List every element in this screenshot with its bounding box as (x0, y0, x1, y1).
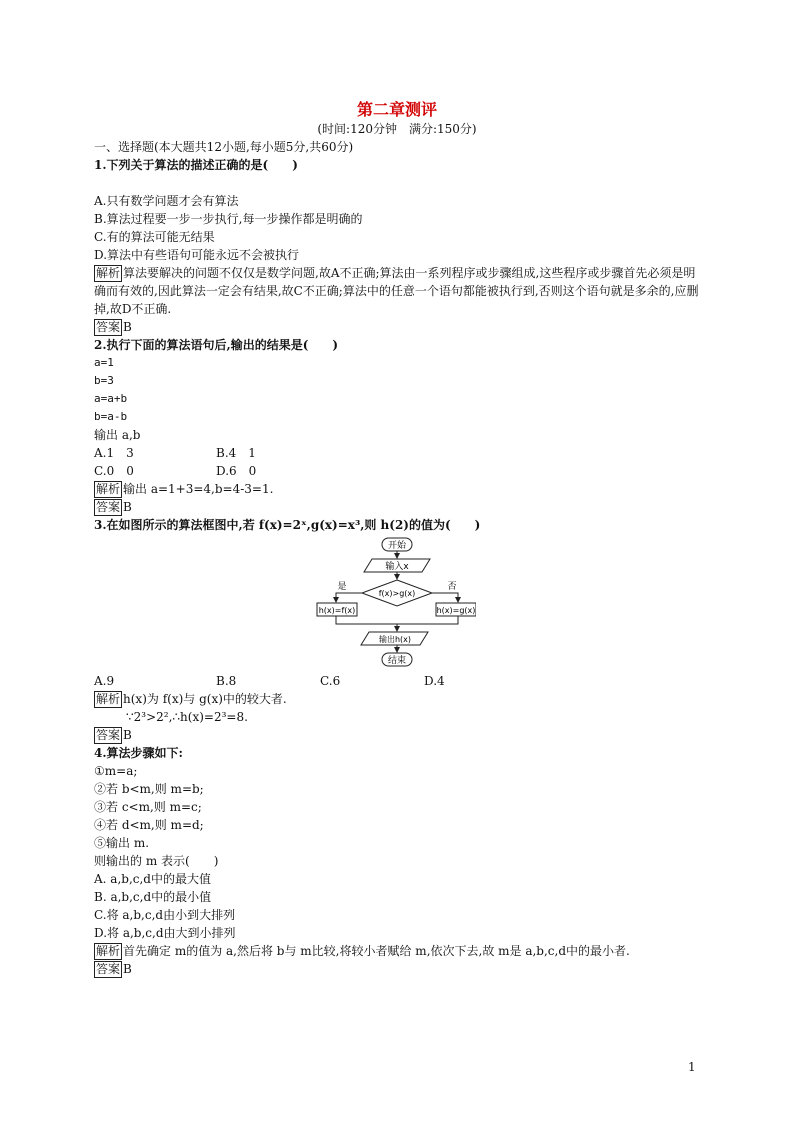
q1-answer (94, 318, 700, 336)
q2-code-line: a=a+b (94, 392, 128, 405)
q2-code-line: 输出 a,b (94, 428, 141, 442)
q3-analysis (94, 690, 700, 708)
analysis-tag: 解析 (96, 266, 121, 280)
flow-decision-label: f(x)>g(x) (378, 589, 416, 598)
answer-tag: 答案 (96, 962, 121, 976)
q4-step: ①m=a; (94, 764, 138, 778)
q3-option-a: A.9 (94, 674, 115, 688)
q1-analysis-text: 算法要解决的问题不仅仅是数学问题,故A不正确;算法由一系列程序或步骤组成,这些程序或步骤首先必须是明确而有效的,因此算法一定会有结果,故C不正确;算法中的任意一个语句都能被执行到,否则这个语句就是多余的,应删掉,故D不正确. (94, 266, 699, 316)
q3-analysis-continued: ∵2³>2²,∴h(x)=2³=8. (126, 710, 248, 724)
q4-answer-value: B (123, 962, 132, 976)
q4-option-d: D.将 a,b,c,d由大到小排列 (94, 926, 236, 940)
exam-info: (时间:120分钟 满分:150分) (317, 122, 477, 136)
spacer (94, 174, 700, 192)
answer-tag: 答案 (96, 500, 121, 514)
q1-option-c: C.有的算法可能无结果 (94, 230, 215, 244)
question-3-stem: 3.在如图所示的算法框图中,若 f(x)=2ˣ,g(x)=x³,则 h(2)的值为( ) (94, 518, 481, 532)
flow-right-label: h(x)=g(x) (436, 606, 476, 615)
q2-options-row-2 (94, 462, 700, 480)
q3-answer-value: B (123, 728, 132, 742)
flow-no-label: 否 (447, 582, 457, 592)
page-number: 1 (688, 1060, 696, 1074)
flowchart (94, 536, 700, 672)
q2-options-row-1 (94, 444, 700, 462)
q2-option-d: D.6 0 (216, 464, 257, 478)
q4-step: ③若 c<m,则 m=c; (94, 800, 202, 814)
flow-output-label: 输出h(x) (378, 635, 412, 644)
q4-analysis-text: 首先确定 m的值为 a,然后将 b与 m比较,将较小者赋给 m,依次下去,故 m是 a,b,c,d中的最小者. (123, 944, 630, 958)
q1-answer-value: B (123, 320, 132, 334)
q1-analysis (94, 264, 700, 318)
page-title: 第二章测评 (356, 100, 437, 119)
q2-analysis (94, 480, 700, 498)
q3-analysis-text: h(x)为 f(x)与 g(x)中的较大者. (123, 692, 287, 706)
q4-option-c: C.将 a,b,c,d由小到大排列 (94, 908, 236, 922)
q2-analysis-text: 输出 a=1+3=4,b=4-3=1. (123, 482, 274, 496)
flow-start-label: 开始 (387, 541, 407, 551)
q4-step: ⑤输出 m. (94, 836, 150, 850)
flow-yes-label: 是 (337, 582, 347, 592)
question-2-stem: 2.执行下面的算法语句后,输出的结果是( ) (94, 338, 339, 352)
answer-tag: 答案 (96, 320, 121, 334)
q1-option-d: D.算法中有些语句可能永远不会被执行 (94, 248, 300, 262)
q3-option-c: C.6 (320, 674, 341, 688)
q2-option-c: C.0 0 (94, 464, 134, 478)
flow-input-label: 输入x (385, 562, 409, 572)
q4-option-b: B. a,b,c,d中的最小值 (94, 890, 212, 904)
flow-left-label: h(x)=f(x) (318, 606, 356, 615)
q4-option-a: A. a,b,c,d中的最大值 (94, 872, 211, 886)
analysis-tag: 解析 (96, 944, 121, 958)
q4-step: ④若 d<m,则 m=d; (94, 818, 204, 832)
q2-option-b: B.4 1 (216, 446, 256, 460)
q1-option-a: A.只有数学问题才会有算法 (94, 194, 239, 208)
q2-code-line: b=a-b (94, 410, 128, 423)
question-4-stem: 4.算法步骤如下: (94, 746, 183, 760)
q2-code-line: a=1 (94, 356, 114, 369)
q2-answer-value: B (123, 500, 132, 514)
q3-option-d: D.4 (424, 674, 445, 688)
q2-code-line: b=3 (94, 374, 114, 387)
analysis-tag: 解析 (96, 482, 121, 496)
analysis-tag: 解析 (96, 692, 121, 706)
q3-options-row (94, 672, 700, 690)
q2-answer (94, 498, 700, 516)
q4-question: 则输出的 m 表示( ) (94, 854, 219, 868)
answer-tag: 答案 (96, 728, 121, 742)
document-body (94, 138, 700, 978)
section-heading: 一、选择题(本大题共12小题,每小题5分,共60分) (94, 140, 354, 154)
q4-analysis (94, 942, 700, 960)
q4-answer (94, 960, 700, 978)
q2-option-a: A.1 3 (94, 446, 134, 460)
q1-option-b: B.算法过程要一步一步执行,每一步操作都是明确的 (94, 212, 363, 226)
q3-option-b: B.8 (216, 674, 237, 688)
question-1-stem: 1.下列关于算法的描述正确的是( ) (94, 158, 298, 172)
q4-step: ②若 b<m,则 m=b; (94, 782, 204, 796)
flow-end-label: 结束 (387, 656, 407, 666)
q3-answer (94, 726, 700, 744)
